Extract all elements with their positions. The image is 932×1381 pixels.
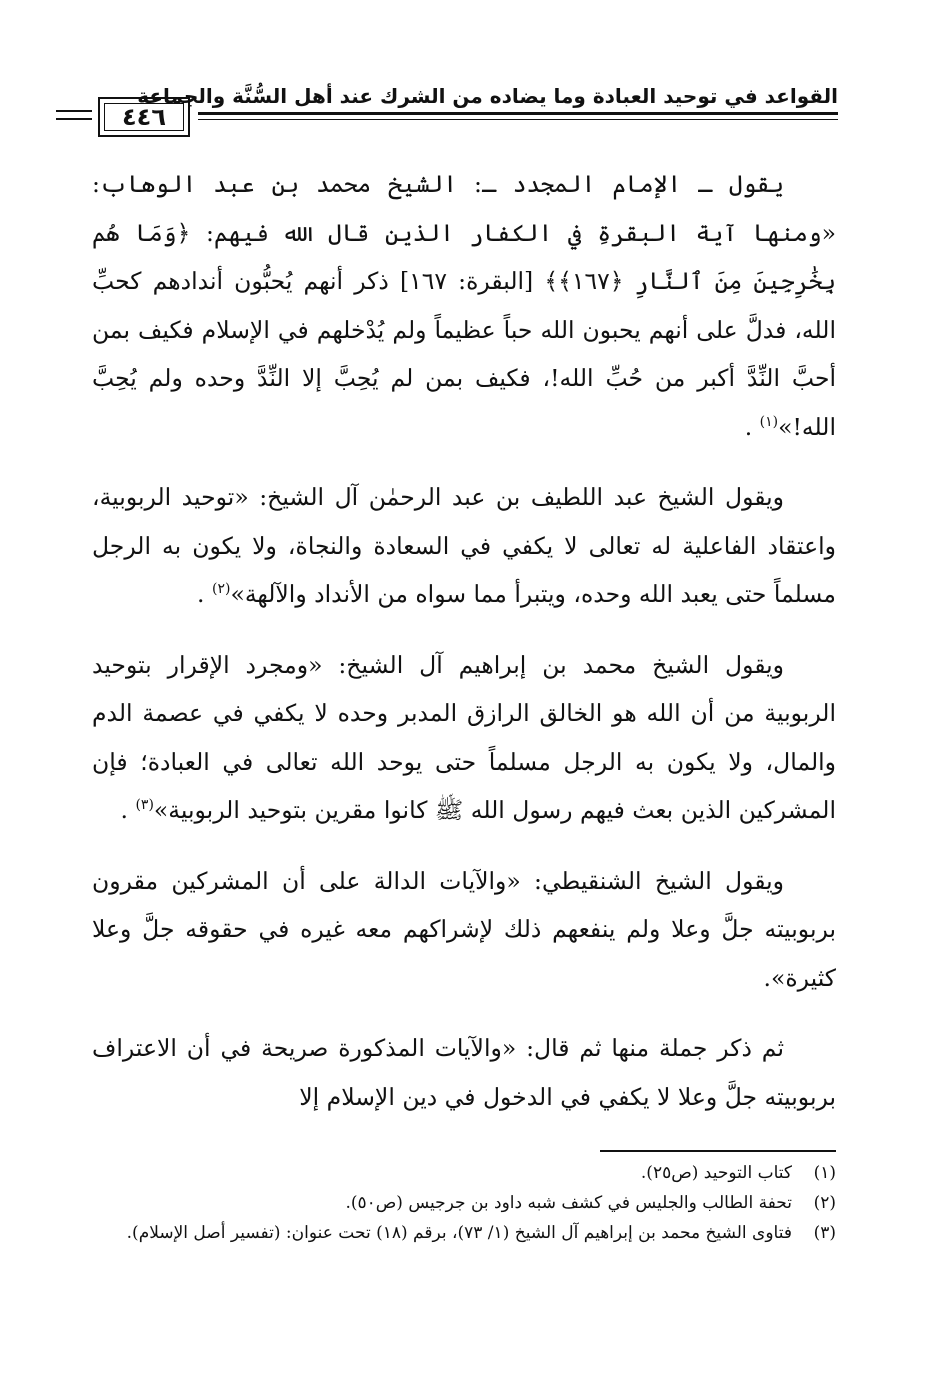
footnote-number: (١) (813, 1163, 836, 1183)
paragraph-text: يقول ـ الإمام المجدد ـ: الشيخ محمد بن عبد الوهاب: «ومنها آية البقرةِ في الكفار الذين قال الله فيهم: ﴿وَمَا هُم بِخَٰرِجِينَ مِنَ ٱلنَّارِ ﴿١٦٧﴾﴾ [البقرة: ١٦٧] ذكر أنهم يُحبُّون أندادهم كحبِّ الله، فدلَّ على أنهم يحبون الله حباً عظيماً ولم يُدْخلهم في الإسلام فكيف بمن أحبَّ النِّدَّ أكبر من حُبِّ الله!، فكيف بمن لم يُحِبَّ إلا النِّدَّ وحده ولم يُحِبَّ الله!» (92, 170, 836, 441)
footnote-text: فتاوى الشيخ محمد بن إبراهيم آل الشيخ (١/ ٧٣)، برقم (١٨) تحت عنوان: (تفسير أصل الإسلام). (126, 1223, 792, 1243)
paragraph: ويقول الشيخ محمد بن إبراهيم آل الشيخ: «ومجرد الإقرار بتوحيد الربوبية من أن الله هو الخالق الرازق المدبر وحده لا يكفي في عصمة الدم والمال، ولا يكون به الرجل مسلماً حتى يوحد الله تعالى في العبادة؛ فإن المشركين الذين بعث فيهم رسول الله ﷺ كانوا مقرين بتوحيد الربوبية»$^{(٣)}$ . (92, 650, 836, 824)
paragraph: ويقول الشيخ عبد اللطيف بن عبد الرحمٰن آل الشيخ: «توحيد الربوبية، واعتقاد الفاعلية له تعالى لا يكفي في السعادة والنجاة، ولا يكون به الرجل مسلماً حتى يعبد الله وحده، ويتبرأ مما سواه من الأنداد والآلهة»$^{(٢)}$ . (92, 483, 836, 608)
paragraph-text: ويقول الشيخ الشنقيطي: «والآيات الدالة على أن المشركين مقرون بربوبيته جلَّ وعلا ولم ينفعهم ذلك لإشراكهم معه غيره في حقوقه جلَّ وعلا كثيرة». (92, 866, 836, 992)
footnote-item (92, 1188, 836, 1218)
paragraph: يقول ـ الإمام المجدد ـ: الشيخ محمد بن عبد الوهاب: «ومنها آية البقرةِ في الكفار الذين قال الله فيهم: ﴿وَمَا هُم بِخَٰرِجِينَ مِنَ ٱلنَّارِ ﴿١٦٧﴾﴾ [البقرة: ١٦٧] ذكر أنهم يُحبُّون أندادهم كحبِّ الله، فدلَّ على أنهم يحبون الله حباً عظيماً ولم يُدْخلهم في الإسلام فكيف بمن أحبَّ النِّدَّ أكبر من حُبِّ الله!، فكيف بمن لم يُحِبَّ إلا النِّدَّ وحده ولم يُحِبَّ الله!»$^{(١)}$ . (92, 170, 836, 441)
paragraph-text: ثم ذكر جملة منها ثم قال: «والآيات المذكورة صريحة في أن الاعتراف بربوبيته جلَّ وعلا لا يكفي في الدخول في دين الإسلام إلا (92, 1034, 836, 1111)
footnote-item (92, 1158, 836, 1188)
footnote-ref: (٢) (211, 581, 231, 598)
header-ornament-lines (56, 110, 92, 122)
paragraph (92, 1024, 836, 1121)
paragraph-text: ويقول الشيخ عبد اللطيف بن عبد الرحمٰن آل الشيخ: «توحيد الربوبية، واعتقاد الفاعلية له تعالى لا يكفي في السعادة والنجاة، ولا يكون به الرجل مسلماً حتى يعبد الله وحده، ويتبرأ مما سواه من الأنداد والآلهة» (92, 483, 836, 608)
paragraph-text: ويقول الشيخ محمد بن إبراهيم آل الشيخ: «ومجرد الإقرار بتوحيد الربوبية من أن الله هو الخالق الرازق المدبر وحده لا يكفي في عصمة الدم والمال، ولا يكون به الرجل مسلماً حتى يوحد الله تعالى في العبادة؛ فإن المشركين الذين بعث فيهم رسول الله ﷺ كانوا مقرين بتوحيد الربوبية» (92, 650, 836, 824)
page-header (88, 82, 838, 152)
footnote-ref: (٣) (135, 797, 154, 814)
paragraph (92, 857, 836, 1003)
footnote-item (92, 1218, 836, 1248)
footnote-separator (600, 1150, 836, 1152)
footnote-text: كتاب التوحيد (ص٢٥). (640, 1163, 792, 1183)
footnote-text: تحفة الطالب والجليس في كشف شبه داود بن جرجيس (ص٥٠). (345, 1193, 792, 1213)
main-body-text (92, 160, 836, 1143)
running-header-title: القواعد في توحيد العبادة وما يضاده من الشرك عند أهل السُّنَّة والجماعة (137, 84, 838, 108)
footnote-number: (٢) (813, 1193, 836, 1213)
page-number: ٤٤٦ (122, 103, 166, 131)
header-rule-thin (198, 119, 838, 120)
footnotes (92, 1158, 836, 1248)
header-rule-thick (198, 112, 838, 115)
footnote-ref: (١) (759, 413, 779, 430)
footnote-number: (٣) (813, 1223, 836, 1243)
